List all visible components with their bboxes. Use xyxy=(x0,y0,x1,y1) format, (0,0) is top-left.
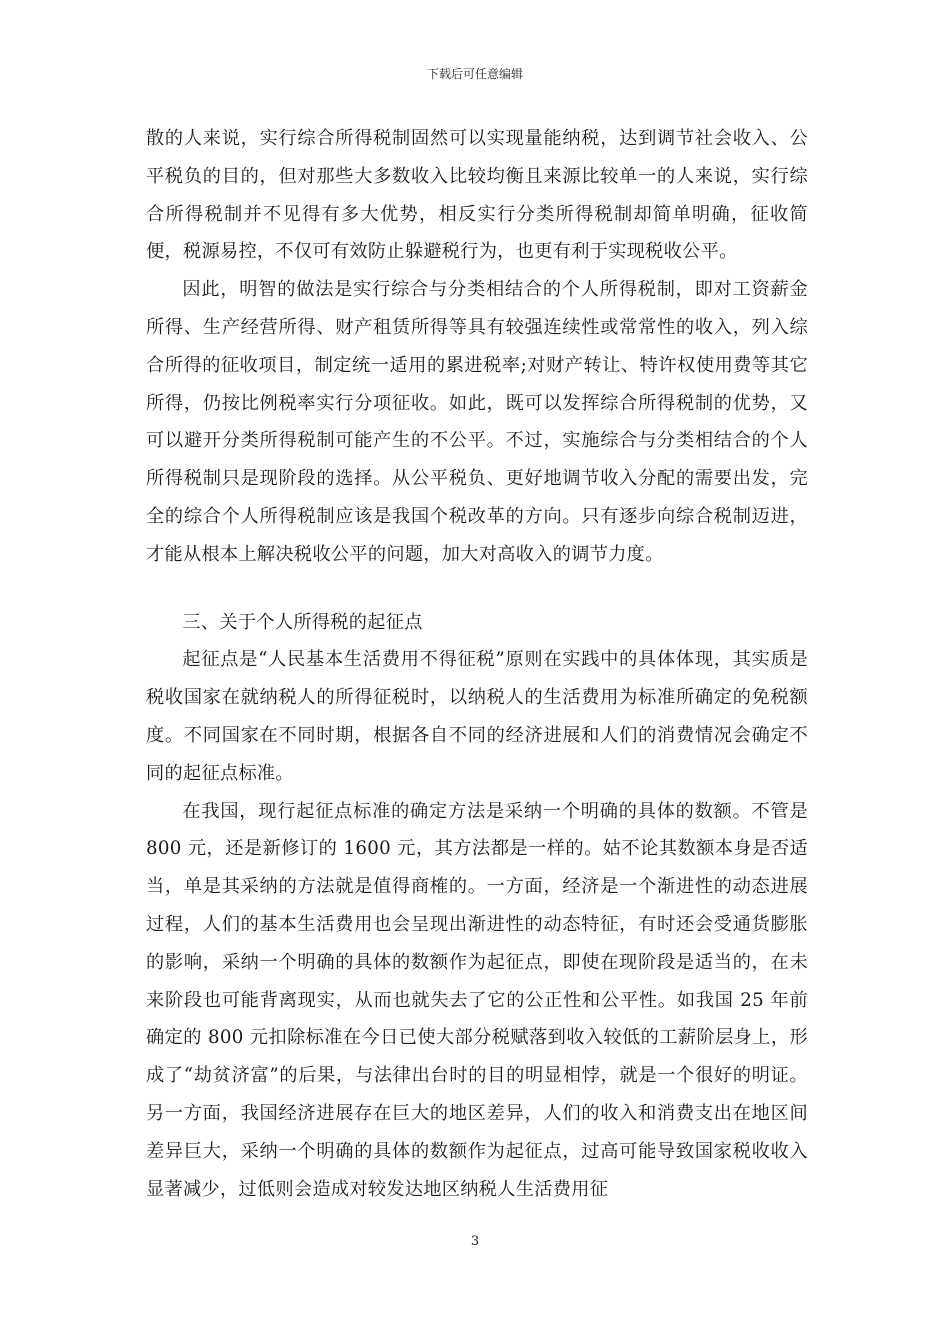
page-number: 3 xyxy=(470,1234,480,1249)
paragraph: 在我国，现行起征点标准的确定方法是采纳一个明确的具体的数额。不管是 800 元，还是新修订的 1600 元，其方法都是一样的。姑不论其数额本身是否适当，单是其采纳的方法就是值得商榷的。一方面，经济是一个渐进性的动态进展过程，人们的基本生活费用也会呈现出渐进性的动态特征，有时还会受通货膨胀的影响，采纳一个明确的具体的数额作为起征点，即使在现阶段是适当的，在未来阶段也可能背离现实，从而也就失去了它的公正性和公平性。如我国 25 年前确定的 800 元扣除标准在今日已使大部分税赋落到收入较低的工薪阶层身上，形成了“劫贫济富”的后果，与法律出台时的目的明显相悖，就是一个很好的明证。另一方面，我国经济进展存在巨大的地区差异，人们的收入和消费支出在地区间差异巨大，采纳一个明确的具体的数额作为起征点，过高可能导致国家税收收入显著减少，过低则会造成对较发达地区纳税人生活费用征 xyxy=(146,800,808,1200)
section-heading: 三、关于个人所得税的起征点 xyxy=(182,611,423,633)
page-header: 下载后可任意编辑 xyxy=(426,67,523,81)
document-body xyxy=(146,120,808,1208)
paragraph: 因此，明智的做法是实行综合与分类相结合的个人所得税制，即对工资薪金所得、生产经营所得、财产租赁所得等具有较强连续性或常常性的收入，列入综合所得的征收项目，制定统一适用的累进税率;对财产转让、特许权使用费等其它所得，仍按比例税率实行分项征收。如此，既可以发挥综合所得税制的优势，又可以避开分类所得税制可能产生的不公平。不过，实施综合与分类相结合的个人所得税制只是现阶段的选择。从公平税负、更好地调节收入分配的需要出发，完全的综合个人所得税制应该是我国个税改革的方向。只有逐步向综合税制迈进，才能从根本上解决税收公平的问题，加大对高收入的调节力度。 xyxy=(146,279,808,565)
paragraph-continued: 散的人来说，实行综合所得税制固然可以实现量能纳税，达到调节社会收入、公平税负的目的，但对那些大多数收入比较均衡且来源比较单一的人来说，实行综合所得税制并不见得有多大优势，相反实行分类所得税制却简单明确，征收简便，税源易控，不仅可有效防止躲避税行为，也更有利于实现税收公平。 xyxy=(146,128,808,263)
paragraph: 起征点是“人民基本生活费用不得征税”原则在实践中的具体体现，其实质是税收国家在就纳税人的所得征税时，以纳税人的生活费用为标准所确定的免税额度。不同国家在不同时期，根据各自不同的经济进展和人们的消费情况会确定不同的起征点标准。 xyxy=(146,649,808,784)
